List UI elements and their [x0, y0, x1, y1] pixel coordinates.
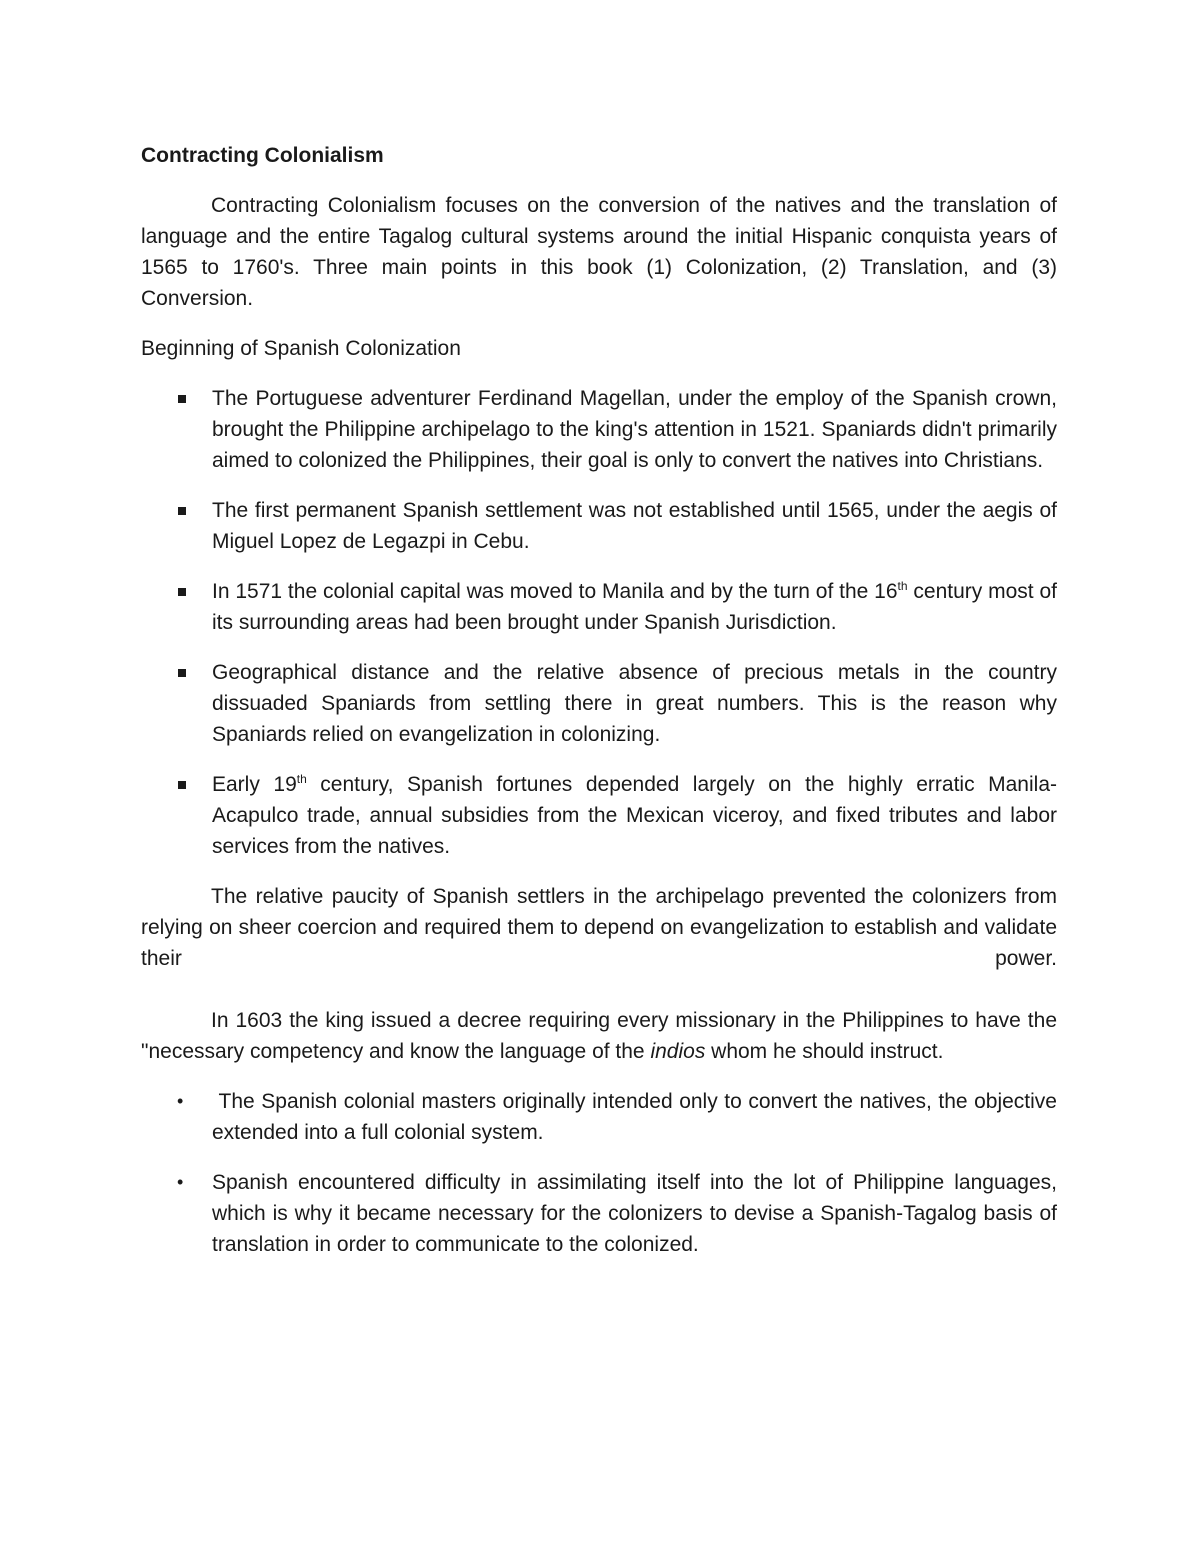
- document-page: [141, 140, 1063, 1279]
- dot-bullet-icon: •: [177, 1091, 184, 1111]
- dot-bullet-list: [141, 1086, 1063, 1260]
- square-bullet-icon: [178, 395, 186, 403]
- list-item-text: The first permanent Spanish settlement was not established until 1565, under the aegis of Miguel Lopez de Legazpi in Cebu.: [212, 499, 1057, 553]
- list-item-text: Geographical distance and the relative absence of precious metals in the country dissuaded Spaniards from settling there in great numbers. This is the reason why Spaniards relied on evangelization in colonizing.: [212, 661, 1057, 746]
- list-item-text: Spanish encountered difficulty in assimilating itself into the lot of Philippine languages, which is why it became necessary for the colonizers to devise a Spanish-Tagalog basis of translation in order to communicate to the colonized.: [212, 1171, 1057, 1256]
- list-item-text-end: century most of its surrounding areas had been brought under Spanish Jurisdiction.: [212, 580, 1057, 634]
- dot-bullet-icon: •: [177, 1172, 184, 1192]
- decree-text-start: In 1603 the king issued a decree requiring every missionary in the Philippines to have the "necessary competency and know the language of the: [141, 1009, 1057, 1063]
- decree-paragraph: [141, 1005, 1057, 1067]
- list-item: [141, 657, 1057, 750]
- decree-italic-term: indios: [650, 1040, 706, 1063]
- list-item-text-end: century, Spanish fortunes depended largely on the highly erratic Manila-Acapulco trade, annual subsidies from the Mexican viceroy, and fixed tributes and labor services from the natives.: [212, 773, 1057, 858]
- list-item: [141, 495, 1057, 557]
- list-item: [141, 769, 1057, 862]
- superscript: th: [897, 579, 908, 593]
- document-title: Contracting Colonialism: [141, 144, 384, 167]
- square-bullet-icon: [178, 669, 186, 677]
- square-bullet-icon: [178, 781, 186, 789]
- section-heading: Beginning of Spanish Colonization: [141, 337, 461, 360]
- list-item-text: The Portuguese adventurer Ferdinand Magellan, under the employ of the Spanish crown, brought the Philippine archipelago to the king's attention in 1521. Spaniards didn't primarily aimed to colonized the Philippines, their goal is only to convert the natives into Christians.: [212, 387, 1057, 472]
- superscript: th: [296, 772, 307, 786]
- paragraph-spacer: [141, 974, 1057, 1005]
- list-item-text: The Spanish colonial masters originally intended only to convert the natives, the objective extended into a full colonial system.: [212, 1090, 1063, 1144]
- list-item: [141, 1086, 1063, 1148]
- square-bullet-list: [141, 383, 1057, 862]
- list-item: [141, 576, 1057, 638]
- paucity-paragraph: The relative paucity of Spanish settlers in the archipelago prevented the colonizers from relying on sheer coercion and required them to depend on evangelization to establish and validate their power.: [141, 885, 1057, 970]
- intro-paragraph: Contracting Colonialism focuses on the conversion of the natives and the translation of language and the entire Tagalog cultural systems around the initial Hispanic conquista years of 1565 to 1760's. Three main points in this book (1) Colonization, (2) Translation, and (3) Conversion.: [141, 194, 1057, 310]
- square-bullet-icon: [178, 507, 186, 515]
- decree-text-end: whom he should instruct.: [705, 1040, 944, 1063]
- list-item-text-start: Early 19: [212, 773, 297, 796]
- list-item: [141, 383, 1057, 476]
- list-item: [141, 1167, 1057, 1260]
- square-bullet-icon: [178, 588, 186, 596]
- list-item-text-start: In 1571 the colonial capital was moved to Manila and by the turn of the 16: [212, 580, 898, 603]
